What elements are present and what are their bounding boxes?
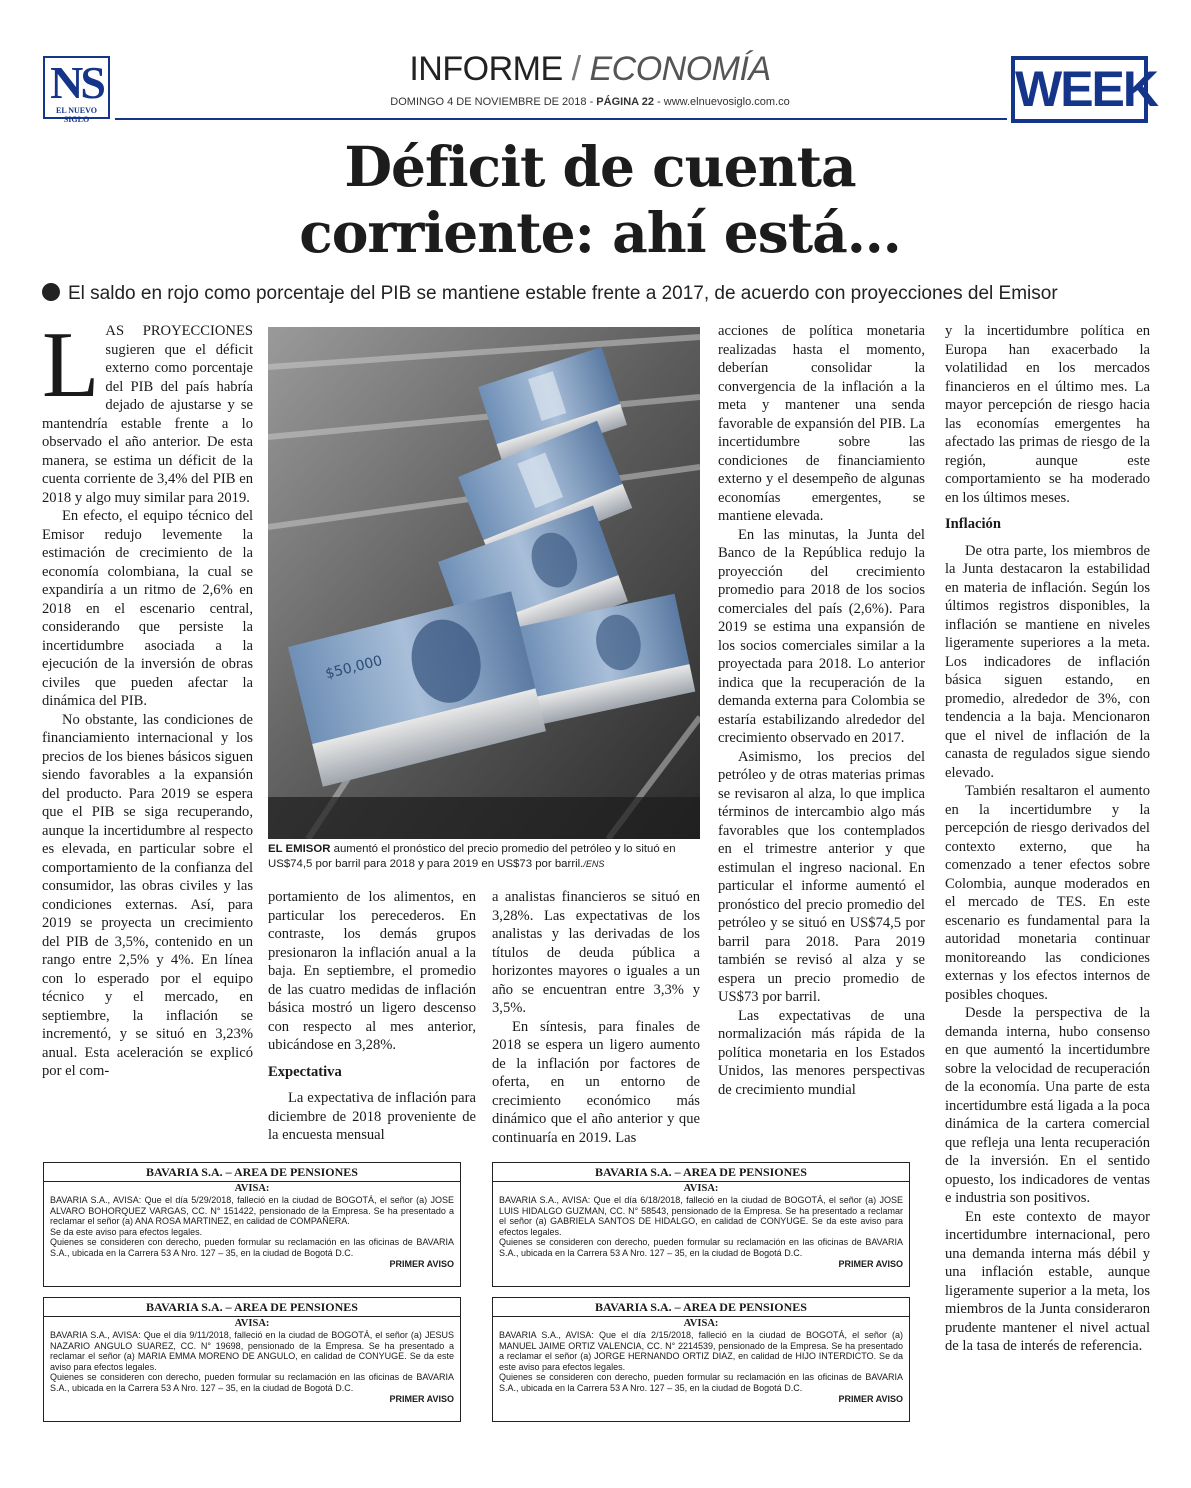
paragraph: Asimismo, los precios del petróleo y de otras materias primas se revisaron al alza, lo que implica términos de intercambio algo más favorables que los contemplados en el trimestre anterior y que estimulan el ingreso nacional. En particular el informe aumentó el pronóstico del precio promedio del petróleo y se situó en US$74,5 por barril para 2018. Para 2019 también se revisó al alza y se espera un precio promedio de US$73 por barril. (718, 748, 925, 1005)
notice-avisa: AVISA: (234, 1183, 270, 1194)
article-headline (200, 134, 1000, 266)
caption-text: aumentó el pronóstico del precio promedio del petróleo y lo situó en US$74,5 por barril para 2018 y para 2019 en US$73 por barril. (268, 843, 676, 870)
newspaper-logo[interactable] (43, 56, 110, 124)
notice-footer: PRIMER AVISO (838, 1258, 903, 1269)
notice-avisa: AVISA: (234, 1318, 270, 1329)
paragraph: Las expectativas de una normalización más rápida de la política monetaria en los Estados Unidos, las menores perspectivas de crecimiento mundial (718, 1007, 925, 1098)
subheading-inflacion: Inflación (945, 516, 1001, 532)
photo-caption (268, 842, 700, 872)
legal-notice (492, 1297, 910, 1422)
column-5 (945, 322, 1150, 1356)
headline-line-2: corriente: ahí está… (299, 200, 901, 265)
paragraph: En efecto, el equipo técnico del Emisor redujo levemente la estimación de crecimiento de la economía colombiana, la cual se expandiría a un ritmo de 2,6% en 2018 en el escenario central, considerando que persiste la incertidumbre asociada a la ejecución de la inversión de obras civiles que pueden afectar la dinámica del PIB. (42, 508, 253, 709)
section-header (300, 50, 880, 89)
banknotes-photo (268, 327, 700, 839)
bullet-icon (42, 283, 60, 301)
paragraph: En síntesis, para finales de 2018 se espera un ligero aumento de la inflación por factores de oferta, en un entorno de crecimiento económico más dinámico que el año anterior y que continuaría en 2019. Las (492, 1018, 700, 1146)
notice-footer: PRIMER AVISO (389, 1393, 454, 1404)
notice-claim: Quienes se consideren con derecho, pueden formular su reclamación en las oficinas de BAVARIA S.A., ubicada en la Carrera 53 A Nro. 127 – 35, en la ciudad de Bogotá D.C. (50, 1237, 454, 1258)
paragraph: También resaltaron el aumento en la incertidumbre y la percepción de riesgo derivados del contexto externo, que ha comenzado a tener efectos sobre Colombia, aunque moderados en el mercado de TES. En este escenario es fundamental para la autoridad monetaria continuar monitoreando las condiciones externas y los efectos internos de posibles choques. (945, 783, 1150, 1003)
notice-body: BAVARIA S.A., AVISA: Que el día 9/11/2018, falleció en la ciudad de BOGOTÁ, el señor (a) JESUS NAZARIO ANGULO SUAREZ, CC. N° 19698, pensionado de la Empresa. Se ha presentado a reclamar el señor (a) MARIA EMMA MORENO DE ANGULO, en calidad de CONYUGE. Se da este aviso para efectos legales. (50, 1330, 454, 1372)
notice-title: BAVARIA S.A. – AREA DE PENSIONES (44, 1300, 460, 1317)
notice-title: BAVARIA S.A. – AREA DE PENSIONES (493, 1165, 909, 1182)
headline-line-1: Déficit de cuenta (344, 134, 856, 199)
paragraph: y la incertidumbre política en Europa han exacerbado la volatilidad en los mercados financieros en el último mes. La mayor percepción de riesgo hacia las economías emergentes ha afectado las primas de riesgo de la región, aunque este comportamiento se ha moderado en los últimos meses. (945, 323, 1150, 506)
page-number: PÁGINA 22 (596, 96, 654, 108)
column-1 (42, 313, 253, 1081)
paragraph: De otra parte, los miembros de la Junta destacaron la estabilidad en materia de inflación. Según los últimos registros disponibles, la inflación se mantiene en niveles ligeramente superiores a la meta. Los indicadores de inflación básica siguen estando, en promedio, alrededor de 3%, con tendencia a la baja. Mencionaron que el nivel de inflación de la canasta de regulados sigue siendo elevado. (945, 542, 1150, 781)
column-2 (268, 888, 476, 1145)
article-photo-money-stacks (268, 327, 700, 839)
legal-notice (492, 1162, 910, 1287)
notice-footer: PRIMER AVISO (838, 1393, 903, 1404)
notice-body: BAVARIA S.A., AVISA: Que el día 6/18/2018, falleció en la ciudad de BOGOTÁ, el señor (a) JOSE LUIS HIDALGO GUZMAN, CC. N° 58543, pensionado de la Empresa. Se ha presentado a reclamar el señor (a) GABRIELA SANTOS DE HIDALGO, en calidad de CONYUGE. Se da este aviso para efectos legales. (499, 1195, 903, 1237)
paragraph: a analistas financieros se situó en 3,28%. Las expectativas de los analistas y las derivadas de los títulos de deuda pública a horizontes mayores o iguales a un año se encuentran entre 3,3% y 3,5%. (492, 889, 700, 1016)
notice-title: BAVARIA S.A. – AREA DE PENSIONES (493, 1300, 909, 1317)
dateline (300, 96, 880, 108)
notice-claim: Quienes se consideren con derecho, pueden formular su reclamación en las oficinas de BAVARIA S.A., ubicada en la Carrera 53 A Nro. 127 – 35, en la ciudad de Bogotá D.C. (499, 1372, 903, 1393)
header-rule (115, 118, 1007, 120)
notice-body: BAVARIA S.A., AVISA: Que el día 2/15/2018, falleció en la ciudad de BOGOTÁ, el señor (a) MANUEL JAIME ORTIZ VALENCIA, CC. N° 2214539, pensionado de la Empresa. Se ha presentado a reclamar el señor (a) JORGE HERNANDO ORTIZ DIAZ, en calidad de HIJO INTERDICTO. Se da este aviso para efectos legales. (499, 1330, 903, 1372)
notice-claim: Quienes se consideren con derecho, pueden formular su reclamación en las oficinas de BAVARIA S.A., ubicada en la Carrera 53 A Nro. 127 – 35, en la ciudad de Bogotá D.C. (499, 1237, 903, 1258)
notice-footer: PRIMER AVISO (389, 1258, 454, 1269)
paragraph: En las minutas, la Junta del Banco de la República redujo la proyección del crecimiento promedio para 2018 de los socios comerciales del país (2,6%). Para 2019 se estima una expansión de los socios comerciales similar a la proyectada para 2018. Lo anterior indica que la recuperación de la demanda externa para Colombia se estaría estabilizando alrededor del crecimiento observado en 2017. (718, 526, 925, 746)
issue-date: DOMINGO 4 DE NOVIEMBRE DE 2018 - (390, 96, 597, 108)
caption-lead: EL EMISOR (268, 843, 331, 855)
site-url[interactable]: - www.elnuevosiglo.com.co (653, 96, 790, 108)
notice-title: BAVARIA S.A. – AREA DE PENSIONES (44, 1165, 460, 1182)
paragraph: portamiento de los alimentos, en particular los perecederos. En contraste, los demás grupos presionaron la inflación anual a la baja. En septiembre, el promedio de las cuatro medidas de inflación básica mostró un ligero descenso con respecto al mes anterior, ubicándose en 3,28%. (268, 889, 476, 1053)
paragraph: En este contexto de mayor incertidumbre internacional, pero una demanda interna más débil y una inflación estable, aunque ligeramente superior a la meta, los miembros de la Junta consideraron prudente mantener el nivel actual de la tasa de interés de referencia. (945, 1208, 1150, 1354)
section-separator: / (571, 50, 581, 88)
column-3 (492, 888, 700, 1147)
paragraph: Desde la perspectiva de la demanda interna, hubo consenso en que aumentó la incertidumbre sobre la velocidad de recuperación de la economía. Una parte de esta incertidumbre está ligada a la poca dinámica de la cartera comercial que refleja una lenta recuperación de la inversión. En el sentido opuesto, los indicadores de ventas e industria son positivos. (945, 1005, 1150, 1206)
subhead-text: El saldo en rojo como porcentaje del PIB se mantiene estable frente a 2017, de acuerdo con proyecciones del Emisor (68, 283, 1058, 304)
photo-credit: /ENS (583, 859, 605, 869)
column-4 (718, 322, 925, 1099)
logo-subtitle: EL NUEVO SIGLO (56, 106, 97, 124)
paragraph: acciones de política monetaria realizadas hasta el momento, deberían consolidar la convergencia de la inflación a la meta y mantener una senda favorable de expansión del PIB. La incertidumbre sobre las condiciones de financiamiento externo y el desempeño de algunas economías emergentes, se mantiene elevada. (718, 323, 925, 524)
paragraph: La expectativa de inflación para diciembre de 2018 proveniente de la encuesta mensual (268, 1090, 476, 1143)
logo-text: NS (50, 57, 103, 108)
notice-avisa: AVISA: (683, 1183, 719, 1194)
paragraph: No obstante, las condiciones de financiamiento internacional y los precios de los bienes básicos siguen siendo favorables a la expansión del producto. Para 2019 se espera que el PIB se siga recuperando, aunque la incertidumbre al respecto es elevada, en particular sobre el comportamiento de la confianza del consumidor, las obras civiles y las condiciones externas. Así, para 2019 se proyecta un crecimiento del PIB de 3,5%, contenido en un rango entre 2,5% y 4%. En línea con lo esperado por el equipo técnico y el mercado, en septiembre, la inflación se incrementó, y se situó en 3,23% anual. Esta aceleración se explicó por el com- (42, 711, 253, 1079)
subsection-name: ECONOMÍA (589, 50, 771, 88)
article-subhead (42, 283, 1162, 305)
svg-text:$50,000: $50,000 (323, 652, 384, 683)
notice-claim: Quienes se consideren con derecho, pueden formular su reclamación en las oficinas de BAVARIA S.A., ubicada en la Carrera 53 A Nro. 127 – 35, en la ciudad de Bogotá D.C. (50, 1372, 454, 1393)
subheading-expectativa: Expectativa (268, 1063, 342, 1080)
week-badge: WEEK (1011, 56, 1148, 123)
notice-avisa: AVISA: (683, 1318, 719, 1329)
legal-notice (43, 1297, 461, 1422)
legal-notice (43, 1162, 461, 1287)
paragraph: AS PROYECCIONES sugieren que el déficit externo como porcentaje del PIB del país habría dejado de ajustarse y se mantendría estable frente a lo observado el año anterior. De esta manera, se estima un déficit de la cuenta corriente de 3,4% del PIB en 2018 y algo muy similar para 2019. (42, 323, 253, 506)
notice-body: BAVARIA S.A., AVISA: Que el día 5/29/2018, falleció en la ciudad de BOGOTÁ, el señor (a) JOSE ALVARO BOHORQUEZ VARGAS, CC. N° 151422, pensionado de la Empresa. Se ha presentado a reclamar el señor (a) ANA ROSA MARTINEZ, en calidad de COMPAÑERA. (50, 1195, 454, 1227)
section-name: INFORME (409, 50, 563, 88)
notice-note: Se da este aviso para efectos legales. (50, 1226, 203, 1237)
drop-cap: L (42, 313, 100, 417)
